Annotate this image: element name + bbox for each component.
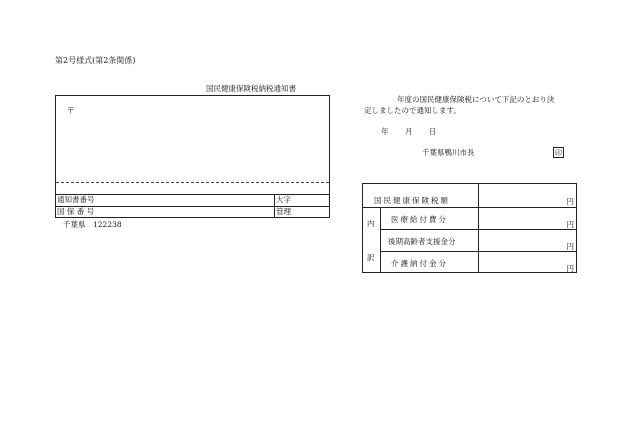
row-unit-medical: 円 xyxy=(566,220,574,229)
issuer-name: 千葉県鴨川市長 xyxy=(422,148,475,157)
admin-label: 管理 xyxy=(276,207,291,216)
notice-number-label: 通知書番号 xyxy=(57,195,95,204)
breakdown-column-divider xyxy=(380,207,381,272)
seal-mark: 印 xyxy=(555,149,562,157)
table-row-divider xyxy=(380,251,576,252)
tax-amount-table xyxy=(362,183,577,273)
notice-sentence-line2: 定しましたので通知します。 xyxy=(364,106,461,115)
breakdown-top-label: 内 xyxy=(367,219,375,228)
row-label-nursing-care: 介護納付金分 xyxy=(391,259,448,268)
postal-mark: 〒 xyxy=(67,106,75,115)
row-label-elderly-support: 後期高齢者支援金分 xyxy=(388,237,456,246)
form-label: 第2号様式(第2条関係) xyxy=(55,56,136,65)
table-row-divider xyxy=(380,229,576,230)
total-label: 国民健康保険税額 xyxy=(374,196,450,205)
date-month: 月 xyxy=(405,127,413,136)
breakdown-bottom-label: 訳 xyxy=(367,253,375,262)
table-value-column xyxy=(478,184,479,272)
table-row-divider xyxy=(363,207,576,208)
insurance-number-label: 国 保 番 号 xyxy=(57,207,95,216)
row-unit-elderly-support: 円 xyxy=(566,242,574,251)
address-box xyxy=(55,95,330,218)
footer-code: 千葉県 122238 xyxy=(63,220,122,229)
date-day: 日 xyxy=(429,127,437,136)
notice-sentence-line1: 年度の国民健康保険税について下記のとおり決 xyxy=(397,95,555,104)
total-unit: 円 xyxy=(566,197,574,206)
box-column-divider xyxy=(274,194,275,217)
notice-title: 国民健康保険税納税通知書 xyxy=(206,84,296,93)
date-year: 年 xyxy=(381,127,389,136)
dashed-divider xyxy=(56,182,329,183)
district-label: 大字 xyxy=(276,195,291,204)
row-unit-nursing-care: 円 xyxy=(566,264,574,273)
row-label-medical: 医療給付費分 xyxy=(391,215,448,224)
